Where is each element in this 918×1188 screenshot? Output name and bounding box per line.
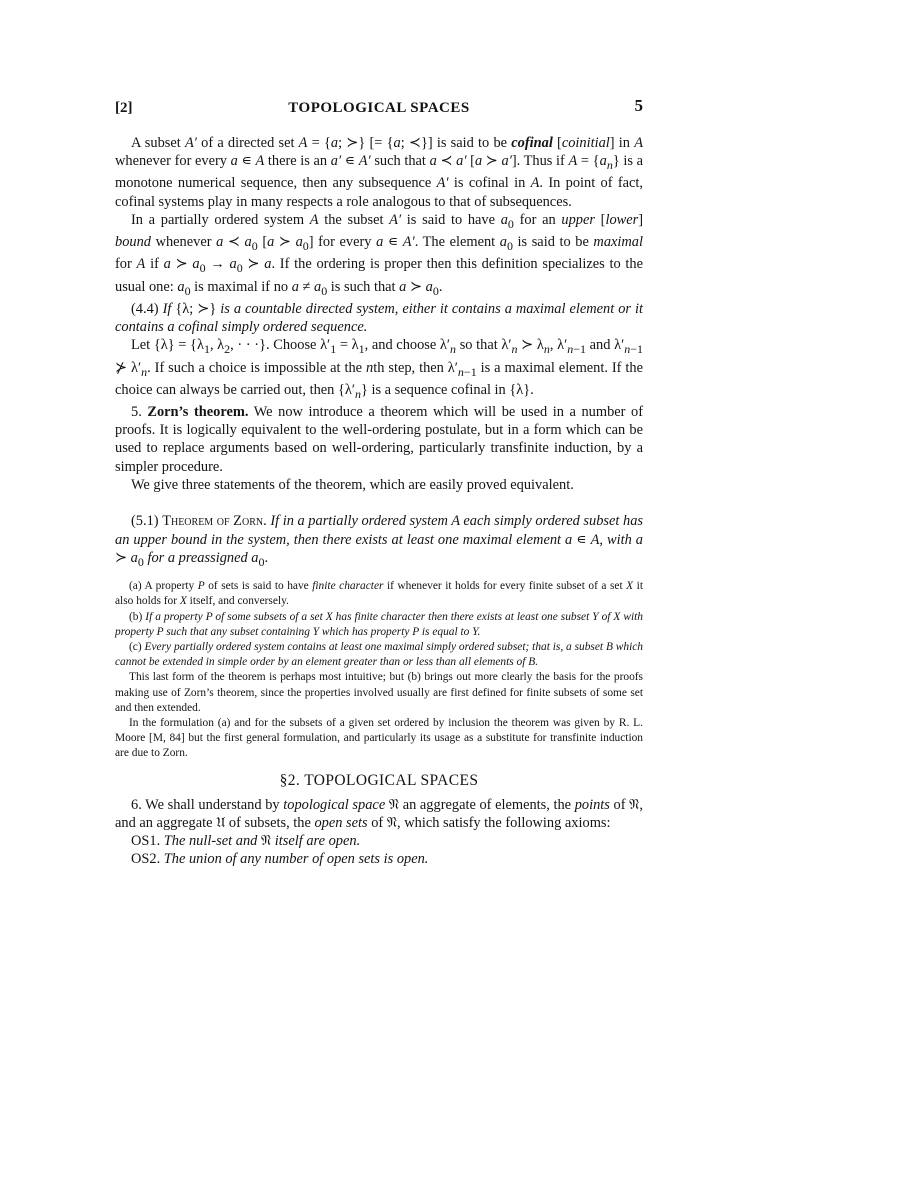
running-header — [115, 96, 643, 120]
axiom-os2: OS2. The union of any number of open sets is open. — [131, 851, 429, 868]
body-text-top — [115, 134, 643, 571]
paragraph: Let $\{\lambda\} = \{\lambda_1$, $\lambda_2$, · · ·}. Choose $\lambda'_1 = \lambda_1$, and choose $\lambda'_n$ so that $\lambda'_n$ ≻ $\lambda_n$, $\lambda'_{n-1}$ and $\lambda'_{n-1}$ ⊁ $\lambda'_n$. If such a choice is impossible at the nth step, then $\lambda'_{n-1}$ is a maximal element. If the choice can always be carried out, then $\{\lambda'_n\}$ is a sequence cofinal in {λ}. — [115, 337, 644, 401]
section-heading: §2. TOPOLOGICAL SPACES — [279, 771, 479, 789]
paragraph: 5. Zorn’s theorem. We now introduce a theorem which will be used in a number of proofs. It is logically equivalent to the well-ordering postulate, but in a form which can be used to replace arguments based on well-ordering, particularly transfinite induction, by a simpler procedure. — [115, 403, 643, 475]
paragraph: We give three statements of the theorem, which are easily proved equivalent. — [131, 477, 574, 494]
theorem-of-zorn: (5.1) Theorem of Zorn. If in a partially ordered system A each simply ordered subset has an upper bound in the system, then there exists at least one maximal element a ∊ A, with a ≻ $a_0$ for a preassigned $a_0$. — [115, 513, 644, 569]
note-paragraph: (b) If a property P of some subsets of a set X has finite character then there exists at least one subset Y of X with property P such that any subset containing Y which has property P is equal to Y. — [115, 610, 643, 638]
note-paragraph: In the formulation (a) and for the subsets of a given set ordered by inclusion the theorem was given by R. L. Moore [M, 84] but the first general formulation, and particularly its usage as a substitute for transfinite induction are due to Zorn. — [115, 716, 643, 760]
paragraph: 6. We shall understand by topological space 𝔑 an aggregate of elements, the points of 𝔑, and an aggregate 𝔘 of subsets, the open sets of 𝔑, which satisfy the following axioms: — [115, 796, 643, 831]
axiom-os1: OS1. The null-set and 𝔑 itself are open. — [131, 833, 361, 850]
note-paragraph: This last form of the theorem is perhaps most intuitive; but (b) brings out more clearly the basis for the proofs making use of Zorn’s theorem, since the properties involved usually are first defined for finite subsets of some set and then extended. — [115, 671, 643, 714]
body-text-bottom — [115, 796, 643, 869]
book-page — [115, 96, 643, 869]
paragraph: In a partially ordered system A the subset A′ is said to have $a_0$ for an upper [lower] bound whenever a ≺ $a_0$ [a ≻ $a_0$] for every a ∊ A′. The element $a_0$ is said to be maximal for A if a ≻ $a_0 \to a_0$ ≻ a. If the ordering is proper then this definition specializes to the usual one: $a_0$ is maximal if no $a \ne a_0$ is such that a ≻ $a_0$. — [115, 212, 644, 298]
paragraph: A subset A′ of a directed set A = {a; ≻} [= {a; ≺}] is said to be cofinal [coinitial] in A whenever for every a ∊ A there is an a′ ∊ A′ such that a ≺ a′ [a ≻ a′]. Thus if $A = \{a_n\}$ is a monotone numerical sequence, then any subsequence A′ is cofinal in A. In point of fact, cofinal systems play in many respects a role analogous to that of subsequences. — [115, 135, 643, 210]
small-print-notes — [115, 579, 643, 761]
note-paragraph: (c) Every partially ordered system contains at least one maximal simply ordered subset; that is, a subset B which cannot be extended in simple order by an element greater than or less than all elements of B. — [115, 640, 643, 669]
paragraph: (4.4) If {λ; ≻} is a countable directed system, either it contains a maximal element or it contains a cofinal simply ordered sequence. — [115, 300, 643, 336]
running-title: TOPOLOGICAL SPACES — [288, 100, 470, 116]
section-number: [2] — [115, 100, 133, 116]
page-number: 5 — [634, 96, 643, 115]
note-paragraph: (a) A property P of sets is said to have finite character if whenever it holds for every finite subset of a set X it also holds for X itself, and conversely. — [115, 580, 643, 608]
